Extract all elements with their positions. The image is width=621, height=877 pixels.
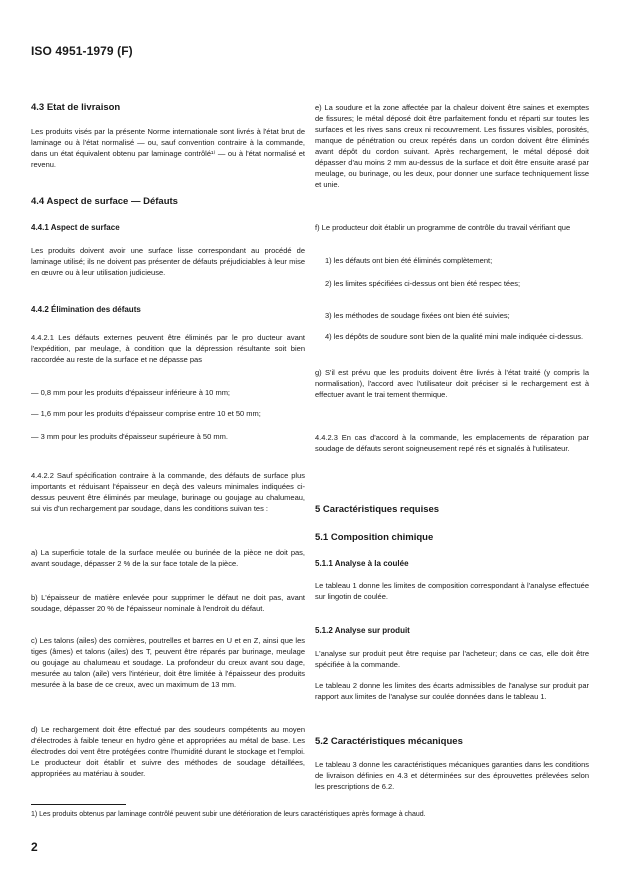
section-5-2-heading: 5.2 Caractéristiques mécaniques (315, 736, 463, 747)
section-5-1-2-heading: 5.1.2 Analyse sur produit (315, 626, 410, 635)
list-item-f: f) Le producteur doit établir un programme de contrôle du travail vérifiant que (315, 223, 571, 232)
section-5-2-text: Le tableau 3 donne les caractéristiques mécaniques garanties dans les conditions de livraison définies en 4.3 et déterminées sur des éprouvettes prélevées selon les prescriptions de 6.2. (315, 760, 589, 791)
bullet-item: — 1,6 mm pour les produits d'épaisseur comprise entre 10 et 50 mm; (31, 409, 261, 418)
section-4-4-heading: 4.4 Aspect de surface — Défauts (31, 196, 178, 207)
section-4-4-2-2-text: 4.4.2.2 Sauf spécification contraire à la commande, des défauts de surface plus importants et réduisant l'épaisseur en deçà des valeurs minimales indiquées ci-dessus peuvent être éliminés par meulage, burinage ou goujage au chalumeau, sui vis d'un rechargement par soudage, dans les conditions suivan tes : (31, 471, 305, 513)
section-5-1-2-text: L'analyse sur produit peut être requise par l'acheteur; dans ce cas, elle doit être spécifiée à la commande. (315, 649, 589, 669)
page-number: 2 (31, 840, 38, 854)
sub-item-3: 3) les méthodes de soudage fixées ont bien été suivies; (325, 311, 510, 320)
section-5-1-heading: 5.1 Composition chimique (315, 532, 434, 543)
list-item-e: e) La soudure et la zone affectée par la chaleur doivent être saines et exemptes de fissures; le métal déposé doit être parfaitement fondu et réparti sur toutes les surfaces et les rives sans creux ni recouvrement. Les fissures visibles, porosités, manque de pénétration ou creux repérés dans un cordon doivent être éliminés avant dépôt du cordon suivant. Après rechargement, le métal déposé doit dépasser d'au moins 2 mm au-dessus de la surface et doit être ensuite arasé par meulage, ou burinage, ou les deux, pour donner une surface techniquement lisse et unie. (315, 103, 589, 189)
footnote: 1) Les produits obtenus par laminage contrôlé peuvent subir une détérioration de leurs caractéristiques après formage à chaud. (31, 811, 426, 818)
list-item-d: d) Le rechargement doit être effectué par des soudeurs compétents au moyen d'électrodes à faible teneur en hydro gène et appropriées au métal de base. Les électrodes doi vent être protégées contre l'humidité durant le stockage et l'emploi. Le producteur doit établir et suivre des méthodes de soudage détaillées, appropriées au matériau à souder. (31, 725, 305, 778)
sub-item-1: 1) les défauts ont bien été éliminés complètement; (325, 256, 493, 265)
section-4-4-2-3-text: 4.4.2.3 En cas d'accord à la commande, les emplacements de réparation par soudage de défauts seront soigneusement repé rés et signalés à l'utilisateur. (315, 433, 589, 453)
bullet-item: — 0,8 mm pour les produits d'épaisseur inférieure à 10 mm; (31, 388, 231, 397)
section-4-4-1-heading: 4.4.1 Aspect de surface (31, 223, 120, 232)
section-4-4-2-1-text: 4.4.2.1 Les défauts externes peuvent être éliminés par le pro ducteur avant l'expédition, par meulage, à condition que la dépression résultante soit bien raccordée au reste de la surface et ne dépasse pas (31, 333, 305, 364)
section-5-heading: 5 Caractéristiques requises (315, 504, 440, 515)
bullet-item: — 3 mm pour les produits d'épaisseur supérieure à 50 mm. (31, 432, 228, 441)
sub-item-4: 4) les dépôts de soudure sont bien de la qualité mini male indiquée ci-dessus. (325, 332, 584, 341)
section-5-1-1-heading: 5.1.1 Analyse à la coulée (315, 559, 409, 568)
list-item-c: c) Les talons (ailes) des cornières, poutrelles et barres en U et en Z, ainsi que les tiges (âmes) et talons (ailes) des T, peuvent être réparés par burinage, meulage ou goujage au chalumeau et soudage. La profondeur du creux avant sou dage, mesurée au talon (aile) vers l'intérieur, doit être limitée à l'épaisseur des produits mesurée à la base de ce creux, avec un maximum de 13 mm. (31, 636, 305, 689)
section-5-1-1-text: Le tableau 1 donne les limites de composition correspondant à l'analyse effectuée sur lingotin de coulée. (315, 581, 589, 601)
list-item-b: b) L'épaisseur de matière enlevée pour supprimer le défaut ne doit pas, avant soudage, dépasser 20 % de l'épaisseur nominale à l'endroit du défaut. (31, 593, 305, 613)
section-4-3-text: Les produits visés par la présente Norme internationale sont livrés à l'état brut de laminage ou à l'état normalisé — ou, sauf convention contraire à la commande, dans un état équivalent obtenu par laminage contrôlé¹⁾ — ou à l'état normalisé et revenu. (31, 127, 305, 169)
sub-item-2: 2) les limites spécifiées ci-dessus ont bien été respec tées; (325, 279, 521, 288)
section-5-1-2-text-2: Le tableau 2 donne les limites des écarts admissibles de l'analyse sur produit par rapport aux limites de l'analyse sur coulée données dans le tableau 1. (315, 681, 589, 701)
document-code: ISO 4951-1979 (F) (31, 44, 133, 58)
section-4-3-heading: 4.3 Etat de livraison (31, 102, 121, 113)
list-item-a: a) La superficie totale de la surface meulée ou burinée de la pièce ne doit pas, avant soudage, dépasser 2 % de la sur face totale de la pièce. (31, 548, 305, 568)
footnote-separator (31, 804, 126, 805)
section-4-4-1-text: Les produits doivent avoir une surface lisse correspondant au procédé de laminage utilisé; ils ne doivent pas présenter de défauts préjudiciables à leur mise en œuvre ou à leur utilisation judicieuse. (31, 246, 305, 277)
list-item-g: g) S'il est prévu que les produits doivent être livrés à l'état traité (y compris la normalisation), l'accord avec l'utilisateur doit préciser si le rechargement est à effectuer avant le trai tement thermique. (315, 368, 589, 399)
section-4-4-2-heading: 4.4.2 Élimination des défauts (31, 305, 141, 314)
